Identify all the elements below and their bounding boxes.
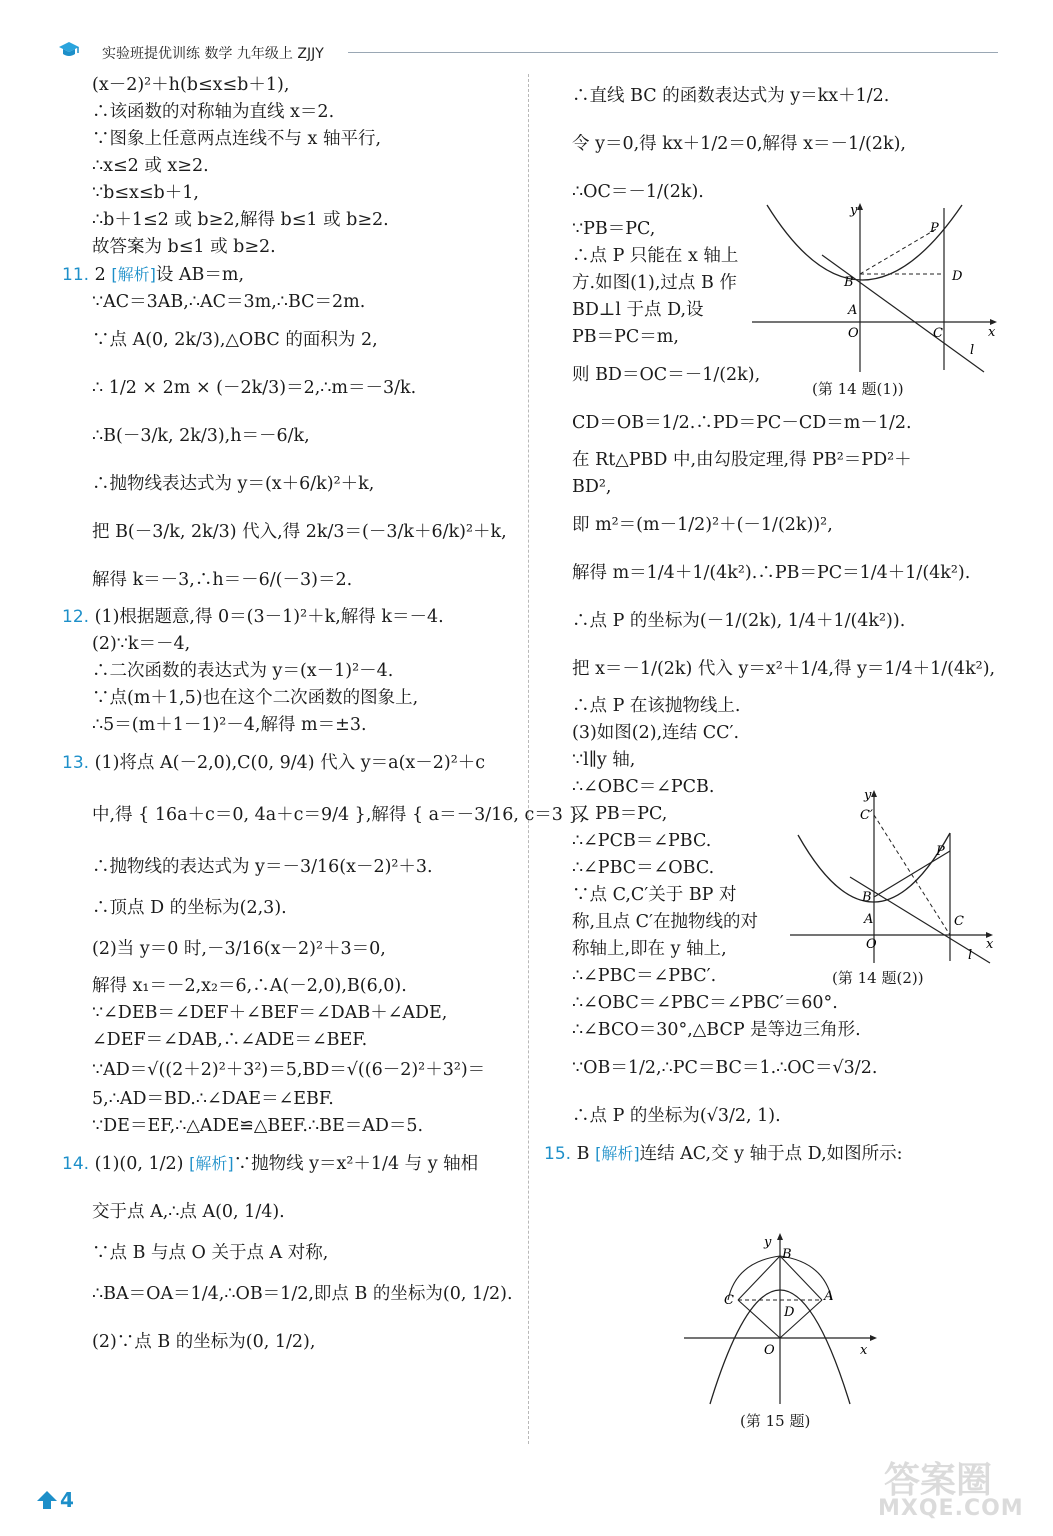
text-line: (1)根据题意,得 0＝(3－1)²＋k,解得 k＝－4.: [94, 607, 444, 627]
text-line: 解得 x₁＝－2,x₂＝6,∴A(－2,0),B(6,0).: [92, 976, 407, 996]
fig-label: C: [954, 914, 964, 929]
fig-label: x: [860, 1343, 868, 1358]
text-line: (2)∵k＝－4,: [92, 634, 191, 654]
question-number: 14.: [62, 1154, 90, 1174]
fig-label: C: [724, 1293, 734, 1308]
text-line: ∴∠BCO＝30°,△BCP 是等边三角形.: [572, 1020, 861, 1040]
text-line: ∵抛物线 y＝x²＋1/4 与 y 轴相: [233, 1154, 479, 1174]
fig-label: A: [848, 303, 858, 318]
fig-label: B: [862, 890, 872, 905]
fig-label: C: [933, 326, 943, 341]
text-line: PB＝PC＝m,: [572, 327, 679, 347]
figure-15-diagram: [684, 1232, 884, 1407]
text-line: 即 m²＝(m－1/2)²＋(－1/(2k))²,: [572, 515, 833, 535]
text-line: ∴点 P 在该抛物线上.: [572, 696, 741, 716]
text-line: ∵b≤x≤b＋1,: [92, 183, 199, 203]
fig-label: x: [988, 325, 996, 340]
text-line: (2)当 y＝0 时,－3/16(x－2)²＋3＝0,: [92, 939, 386, 959]
figure-14-1: [752, 200, 1002, 405]
fig-label: l: [970, 343, 975, 358]
figure-15: [684, 1232, 884, 1437]
figure-caption: (第 14 题(2)): [832, 969, 924, 987]
answer: B: [576, 1144, 590, 1164]
text-line: ∴二次函数的表达式为 y＝(x－1)²－4.: [92, 661, 394, 681]
text-line: ∴点 P 的坐标为(－1/(2k), 1/4＋1/(4k²)).: [572, 611, 906, 631]
text-line: ∵DE＝EF,∴△ADE≌△BEF.∴BE＝AD＝5.: [92, 1116, 424, 1136]
text-line: ∴点 P 只能在 x 轴上: [572, 246, 739, 266]
text-line: ∵PB＝PC,: [572, 219, 656, 239]
up-arrow-icon: [36, 1490, 58, 1510]
text-line: 故答案为 b≤1 或 b≥2.: [92, 237, 276, 257]
header-rule: [348, 52, 998, 53]
watermark: [866, 1452, 1038, 1526]
text-line: ∴b＋1≤2 或 b≥2,解得 b≤1 或 b≥2.: [92, 210, 389, 230]
page-number: [36, 1488, 96, 1512]
text-line: ∵点(m＋1,5)也在这个二次函数的图象上,: [92, 688, 419, 708]
text-line: 解得 k＝－3,∴h＝－6/(－3)＝2.: [92, 570, 353, 590]
question-number: 13.: [62, 753, 90, 773]
text-line: ∴BA＝OA＝1/4,∴OB＝1/2,即点 B 的坐标为(0, 1/2).: [92, 1284, 513, 1304]
text-line: 方.如图(1),过点 B 作: [572, 273, 737, 293]
figure-14-2: [790, 785, 1000, 990]
watermark-logo: 答案圈: [884, 1460, 993, 1501]
text-line: ∴该函数的对称轴为直线 x＝2.: [92, 102, 335, 122]
analysis-tag: [解析]: [111, 265, 156, 284]
fig-label: y: [850, 203, 858, 218]
text-line: ∵点 C,C′关于 BP 对: [572, 885, 737, 905]
text-line: 解得 m＝1/4＋1/(4k²).∴PB＝PC＝1/4＋1/(4k²).: [572, 563, 971, 583]
fig-label: l: [968, 948, 973, 963]
text-line: ∴∠PCB＝∠PBC.: [572, 831, 712, 851]
fig-label: B: [782, 1247, 792, 1262]
q13-heading: [62, 739, 524, 787]
page-number-text: 4: [60, 1488, 74, 1512]
text-line: 令 y＝0,得 kx＋1/2＝0,解得 x＝－1/(2k),: [572, 134, 906, 154]
text-line: CD＝OB＝1/2.∴PD＝PC－CD＝m－1/2.: [572, 413, 912, 433]
figure-caption: (第 14 题(1)): [812, 380, 904, 398]
fig-label: O: [866, 937, 877, 952]
text-line: BD²,: [572, 477, 612, 497]
text-line: 连结 AC,交 y 轴于点 D,如图所示:: [639, 1144, 903, 1164]
text-line: ∴B(－3/k, 2k/3),h＝－6/k,: [92, 426, 310, 446]
fig-label: P: [936, 844, 945, 859]
text-line: ∵AC＝3AB,∴AC＝3m,∴BC＝2m.: [92, 292, 366, 312]
text-line: ∴OC＝－1/(2k).: [572, 182, 704, 202]
text-line: ∴∠PBC＝∠OBC.: [572, 858, 715, 878]
text-line: 设 AB＝m,: [155, 265, 245, 285]
q14-heading: [62, 1140, 524, 1188]
text-line: (x－2)²＋h(b≤x≤b＋1),: [92, 75, 290, 95]
text-line: (3)如图(2),连结 CC′.: [572, 723, 740, 743]
text-line: ∴x≤2 或 x≥2.: [92, 156, 209, 176]
text-line: ∴ 1/2 × 2m × (－2k/3)＝2,∴m＝－3/k.: [92, 378, 417, 398]
page-header: [58, 40, 998, 62]
figure-14-2-diagram: [790, 785, 1000, 965]
analysis-tag: [解析]: [595, 1144, 640, 1163]
text-line: ∴抛物线的表达式为 y＝－3/16(x－2)²＋3.: [92, 857, 433, 877]
text-line: ∴∠PBC＝∠PBC′.: [572, 966, 717, 986]
text-line: ∵点 A(0, 2k/3),△OBC 的面积为 2,: [92, 330, 378, 350]
text-line: 称轴上,即在 y 轴上,: [572, 939, 727, 959]
text-line: 5,∴AD＝BD.∴∠DAE＝∠EBF.: [92, 1089, 334, 1109]
text-line: ∵图象上任意两点连线不与 x 轴平行,: [92, 129, 382, 149]
fig-label: O: [848, 326, 859, 341]
book-title: 实验班提优训练 数学 九年级上 ZJJY: [102, 46, 324, 62]
figure-caption: (第 15 题): [740, 1412, 811, 1430]
text-line: ∴点 P 的坐标为(√3/2, 1).: [572, 1106, 781, 1126]
text-line: 中,得 { 16a＋c＝0, 4a＋c＝9/4 },解得 { a＝－3/16, c＝3 },: [92, 805, 586, 825]
text-line: 称,且点 C′在抛物线的对: [572, 912, 758, 932]
text-line: 又 PB＝PC,: [572, 804, 668, 824]
fig-label: A: [824, 1289, 834, 1304]
analysis-tag: [解析]: [189, 1154, 234, 1173]
fig-label: P: [930, 221, 939, 236]
question-number: 12.: [62, 607, 90, 627]
fig-label: D: [952, 269, 963, 284]
text-line: 交于点 A,∴点 A(0, 1/4).: [92, 1202, 285, 1222]
text-line: ∵l∥y 轴,: [572, 750, 636, 770]
fig-label: O: [764, 1343, 775, 1358]
left-column: [62, 72, 586, 1366]
graduation-cap-icon: [58, 40, 80, 60]
q15-heading: [544, 1140, 1012, 1168]
text-line: 则 BD＝OC＝－1/(2k),: [572, 365, 761, 385]
fig-label: A: [864, 912, 874, 927]
text-line: ∵∠DEB＝∠DEF＋∠BEF＝∠DAB＋∠ADE,: [92, 1003, 448, 1023]
fig-label: C′: [860, 808, 873, 823]
figure-14-1-diagram: [752, 200, 1002, 375]
fig-label: B: [844, 275, 854, 290]
fig-label: D: [784, 1305, 795, 1320]
text-line: ∴直线 BC 的函数表达式为 y＝kx＋1/2.: [572, 86, 890, 106]
fig-label: y: [764, 1235, 772, 1250]
column-divider: [528, 74, 529, 1444]
text-line: ∠DEF＝∠DAB,∴∠ADE＝∠BEF.: [92, 1030, 368, 1050]
text-line: 把 x＝－1/(2k) 代入 y＝x²＋1/4,得 y＝1/4＋1/(4k²),: [572, 659, 996, 679]
text-line: ∴5＝(m＋1－1)²－4,解得 m＝±3.: [92, 715, 367, 735]
text-line: ∴顶点 D 的坐标为(2,3).: [92, 898, 287, 918]
q12-heading: [62, 604, 524, 631]
text-line: ∴∠OBC＝∠PCB.: [572, 777, 715, 797]
text-line: ∴抛物线表达式为 y＝(x＋6/k)²＋k,: [92, 474, 375, 494]
fig-label: y: [864, 788, 872, 803]
answer: 2: [94, 265, 106, 285]
text-line: ∴∠OBC＝∠PBC＝∠PBC′＝60°.: [572, 993, 838, 1013]
question-number: 11.: [62, 265, 90, 285]
watermark-text: MXQE.COM: [878, 1496, 1024, 1521]
text-line: BD⊥l 于点 D,设: [572, 300, 704, 320]
text-line: 在 Rt△PBD 中,由勾股定理,得 PB²＝PD²＋: [572, 450, 912, 470]
fig-label: x: [986, 937, 994, 952]
text-line: (1)将点 A(－2,0),C(0, 9/4) 代入 y＝a(x－2)²＋c: [94, 753, 486, 773]
q11-heading: [62, 261, 524, 289]
text-line: (2)∵点 B 的坐标为(0, 1/2),: [92, 1332, 316, 1352]
text-line: ∵AD＝√((2＋2)²＋3²)＝5,BD＝√((6－2)²＋3²)＝: [92, 1060, 486, 1080]
question-number: 15.: [544, 1144, 572, 1164]
text-line: ∵点 B 与点 O 关于点 A 对称,: [92, 1243, 329, 1263]
text-line: ∵OB＝1/2,∴PC＝BC＝1.∴OC＝√3/2.: [572, 1058, 878, 1078]
answer: (1)(0, 1/2): [94, 1154, 184, 1174]
text-line: 把 B(－3/k, 2k/3) 代入,得 2k/3＝(－3/k＋6/k)²＋k,: [92, 522, 507, 542]
